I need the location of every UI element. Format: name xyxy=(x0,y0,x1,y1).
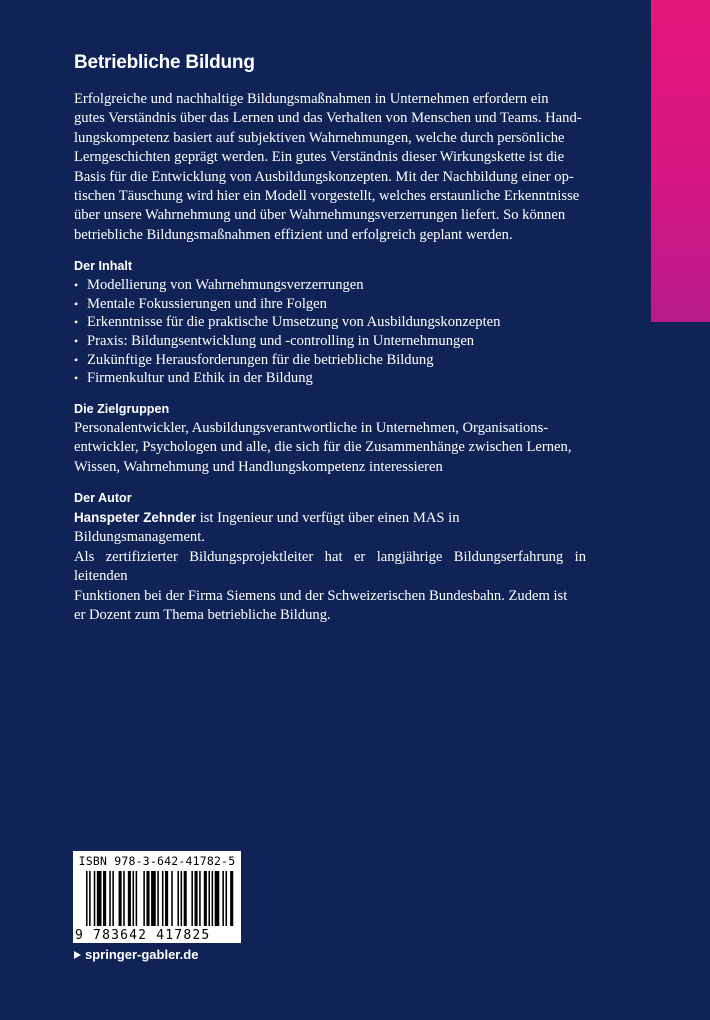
intro-line: über unsere Wahrnehmung und über Wahrnehmungsverzerrungen liefert. So können xyxy=(74,207,566,224)
barcode-bar xyxy=(212,871,214,926)
barcode-bar xyxy=(123,871,125,926)
barcode-bar xyxy=(226,871,228,926)
inhalt-heading: Der Inhalt xyxy=(74,259,133,274)
barcode-bar xyxy=(177,871,179,926)
isbn-label: ISBN 978-3-642-41782-5 xyxy=(78,854,236,868)
autor-line: Funktionen bei der Firma Siemens und der Schweizerischen Bundesbahn. Zudem ist xyxy=(74,587,568,604)
zielgruppen-heading: Die Zielgruppen xyxy=(74,401,170,416)
intro-line: gutes Verständnis über das Lernen und das Verhalten von Menschen und Teams. Hand- xyxy=(74,110,582,127)
intro-line: tischen Täuschung wird hier ein Modell vorgestellt, welches erstaunliche Erkenntnisse xyxy=(74,188,580,205)
barcode-bar xyxy=(143,871,145,926)
intro-line: Lerngeschichten geprägt werden. Ein gutes Verständnis dieser Wirkungskette ist die xyxy=(74,149,565,166)
barcode-bar xyxy=(97,871,102,926)
autor-line xyxy=(74,508,586,548)
barcode-bar xyxy=(151,871,156,926)
book-title: Betriebliche Bildung xyxy=(74,52,255,73)
barcode-bar xyxy=(171,871,173,926)
zielgruppen-paragraph xyxy=(74,419,586,477)
zielgruppen-line: Wissen, Wahrnehmung und Handlungskompetenz interessieren xyxy=(74,458,443,475)
intro-line: betriebliche Bildungsmaßnahmen effizient und erfolgreich geplant werden. xyxy=(74,226,513,243)
barcode-bar xyxy=(162,871,164,926)
author-name: Hanspeter Zehnder xyxy=(74,510,197,526)
barcode-bar xyxy=(112,871,114,926)
intro-paragraph xyxy=(74,90,586,245)
autor-line: Als zertifizierter Bildungsprojektleiter hat er langjährige Bildungserfahrung in leitenden xyxy=(74,548,586,585)
list-item: • Praxis: Bildungsentwicklung und -controlling in Unternehmungen xyxy=(74,332,586,351)
back-cover-text xyxy=(74,52,586,625)
barcode-bar xyxy=(195,871,198,926)
barcode-bar xyxy=(204,871,207,926)
barcode-digits: 9 783642 417825 xyxy=(75,928,211,943)
intro-line: Basis für die Entwicklung von Ausbildungskonzepten. Mit der Nachbildung einer op- xyxy=(74,168,574,185)
barcode-bar xyxy=(128,871,131,926)
barcode-bar xyxy=(208,871,210,926)
barcode-bar xyxy=(103,871,106,926)
barcode-bar xyxy=(136,871,138,926)
barcode-bar xyxy=(109,871,111,926)
list-item: • Modellierung von Wahrnehmungsverzerrungen xyxy=(74,276,586,295)
barcode-bar xyxy=(230,871,233,926)
barcode-bar xyxy=(184,871,187,926)
zielgruppen-line: entwickler, Psychologen und alle, die sich für die Zusammenhänge zwischen Lernen, xyxy=(74,439,572,456)
barcode-bar xyxy=(199,871,201,926)
barcode-bar xyxy=(222,871,224,926)
arrow-right-icon xyxy=(74,951,81,959)
barcode-bar xyxy=(86,871,88,926)
barcode-bar xyxy=(133,871,135,926)
publisher-url: springer-gabler.de xyxy=(85,947,199,962)
barcode-bar xyxy=(119,871,122,926)
author-line-rest: ist Ingenieur und verfügt über einen MAS in Bildungsmanagement. xyxy=(74,510,460,546)
barcode-bar xyxy=(191,871,193,926)
accent-strip xyxy=(651,0,710,322)
intro-line: lungskompetenz basiert auf subjektiven Wahrnehmungen, welche durch persönliche xyxy=(74,129,565,146)
autor-heading: Der Autor xyxy=(74,491,132,506)
zielgruppen-line: Personalentwickler, Ausbildungsverantwortliche in Unternehmen, Organisations- xyxy=(74,419,549,436)
list-item: • Mentale Fokussierungen und ihre Folgen xyxy=(74,295,586,314)
barcode-bar xyxy=(157,871,159,926)
barcode-bar xyxy=(146,871,149,926)
autor-line: er Dozent zum Thema betriebliche Bildung. xyxy=(74,607,331,624)
barcode-bar xyxy=(181,871,183,926)
list-item: • Zukünftige Herausforderungen für die betriebliche Bildung xyxy=(74,351,586,370)
barcode-bar xyxy=(215,871,220,926)
list-item: • Firmenkultur und Ethik in der Bildung xyxy=(74,369,586,388)
isbn-barcode xyxy=(73,851,241,943)
publisher-link[interactable] xyxy=(74,947,198,962)
barcode-bar xyxy=(165,871,168,926)
barcode-bar xyxy=(94,871,96,926)
autor-paragraph xyxy=(74,508,586,625)
intro-line: Erfolgreiche und nachhaltige Bildungsmaßnahmen in Unternehmen erfordern ein xyxy=(74,91,549,107)
barcode-bar xyxy=(89,871,91,926)
inhalt-list xyxy=(74,276,586,388)
list-item: • Erkenntnisse für die praktische Umsetzung von Ausbildungskonzepten xyxy=(74,313,586,332)
